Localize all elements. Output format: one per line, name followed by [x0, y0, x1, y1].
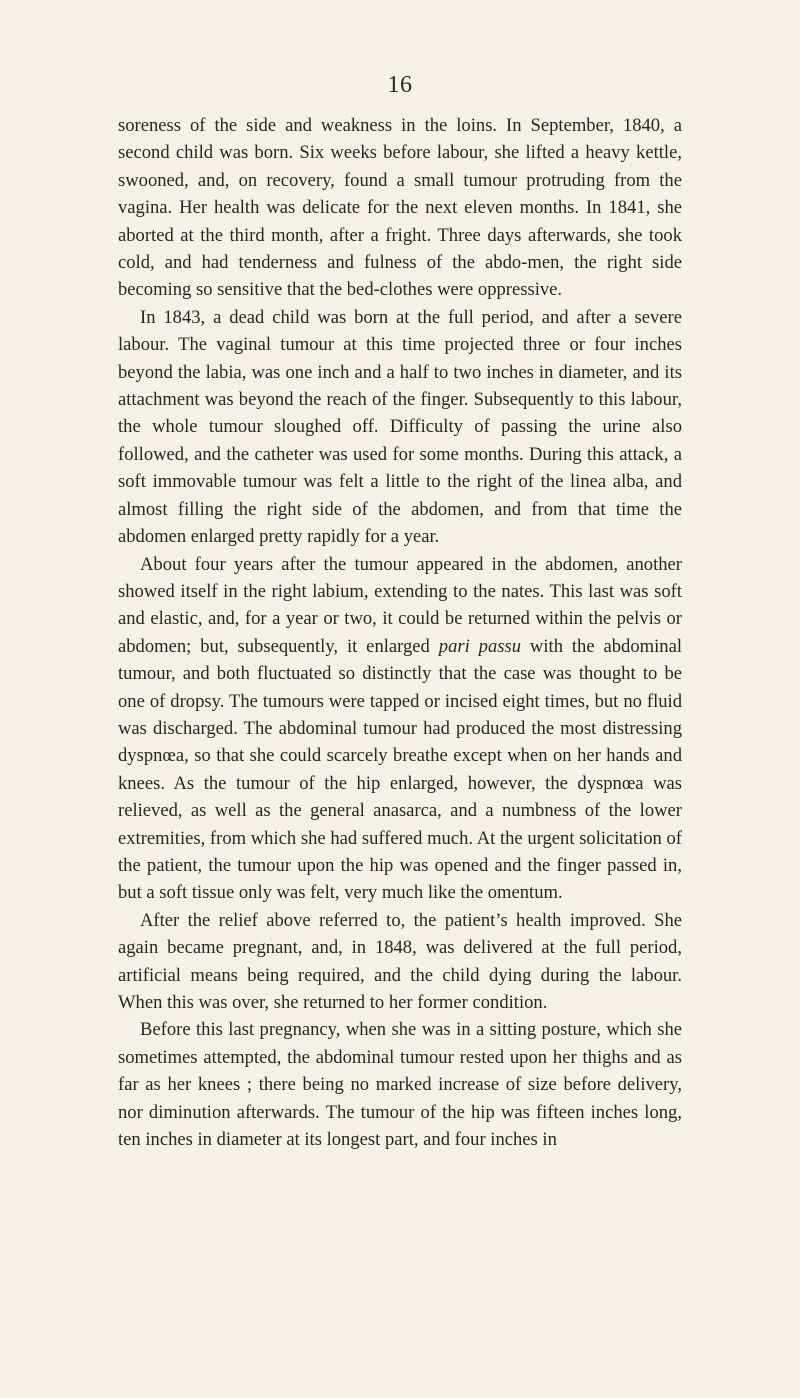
paragraph-3-part-1: About four years after the tumour appeared in the abdomen, another showed itself in the right labium, extending to the nates. This last was soft and elastic, and, for a year or two, it could be returned within the pelvis or abdomen; but, subsequently, it enlarged — [118, 553, 682, 657]
page-number: 16 — [387, 72, 413, 98]
paragraph-1: soreness of the side and weakness in the loins. In September, 1840, a second child was born. Six weeks before labour, she lifted a heavy kettle, swooned, and, on recovery, found a small tumour protruding from the vagina. Her health was delicate for the next eleven months. In 1841, she aborted at the third month, after a fright. Three days afterwards, she took cold, and had tenderness and fulness of the abdo-men, the right side becoming so sensitive that the bed-clothes were oppressive. — [118, 115, 682, 301]
paragraph-4: After the relief above referred to, the patient’s health improved. She again became pregnant, and, in 1848, was delivered at the full period, artificial means being required, and the child dying during the labour. When this was over, she returned to her former condition. — [118, 909, 682, 1013]
paragraph-2: In 1843, a dead child was born at the full period, and after a severe labour. The vaginal tumour at this time projected three or four inches beyond the labia, was one inch and a half to two inches in diameter, and its attachment was beyond the reach of the finger. Subsequently to this labour, the whole tumour sloughed off. Difficulty of passing the urine also followed, and the catheter was used for some months. During this attack, a soft immovable tumour was felt a little to the right of the linea alba, and almost filling the right side of the abdomen, and from that time the abdomen enlarged pretty rapidly for a year. — [118, 306, 682, 548]
paragraph-3-part-2: with the abdominal tumour, and both fluctuated so distinctly that the case was thought to be one of dropsy. The tumours were tapped or incised eight times, but no fluid was discharged. The abdominal tumour had produced the most distressing dyspnœa, so that she could scarcely breathe except when on her hands and knees. As the tumour of the hip enlarged, however, the dyspnœa was relieved, as well as the general anasarca, and a numbness of the lower extremities, from which she had suffered much. At the urgent solicitation of the patient, the tumour upon the hip was opened and the finger passed in, but a soft tissue only was felt, very much like the omentum. — [118, 635, 682, 904]
italic-term: pari passu — [438, 635, 522, 657]
body-text — [118, 112, 682, 1153]
paragraph-3 — [118, 551, 682, 907]
paragraph-5: Before this last pregnancy, when she was in a sitting posture, which she sometimes attempted, the abdominal tumour rested upon her thighs and as far as her knees ; there being no marked increase of size before delivery, nor diminution afterwards. The tumour of the hip was fifteen inches long, ten inches in diameter at its longest part, and four inches in — [118, 1019, 682, 1151]
